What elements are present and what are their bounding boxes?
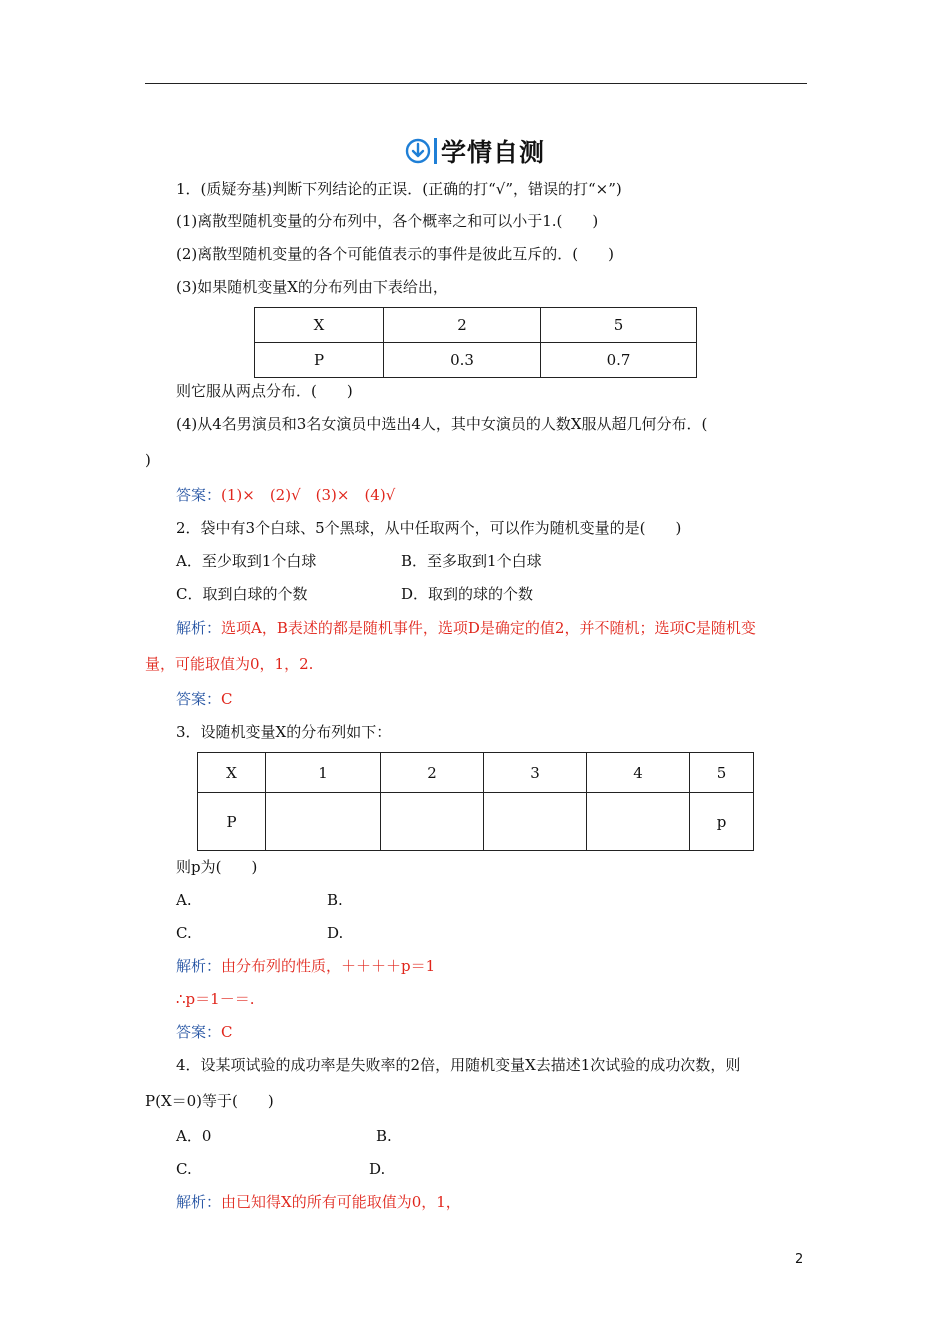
table-cell: X [198, 753, 266, 793]
q2-answer [176, 688, 233, 710]
analysis-text: 由分布列的性质，＋＋＋＋p＝1 [221, 957, 436, 975]
q3-option-a: A. [176, 891, 192, 909]
table-cell [266, 793, 381, 851]
table-cell: 0.3 [384, 343, 541, 378]
q2-analysis [176, 617, 756, 639]
table-cell: 5 [690, 753, 754, 793]
analysis-text: 选项A，B表述的都是随机事件，选项D是确定的值2，并不随机；选项C是随机变 [221, 619, 756, 637]
section-title: 学情自测 [441, 138, 546, 167]
q2-option-a: A．至少取到1个白球 [176, 552, 317, 570]
q3-question: 则p为( ) [176, 858, 258, 876]
table-cell: 3 [484, 753, 587, 793]
q3-option-b: B. [327, 891, 343, 909]
q1-distribution-table [254, 307, 697, 378]
q1-answer [176, 484, 395, 506]
q4-option-c: C. [176, 1160, 192, 1178]
q3-option-c: C. [176, 924, 192, 942]
analysis-label: 解析： [176, 957, 222, 975]
section-heading [405, 134, 545, 168]
heading-divider [434, 138, 437, 164]
q1-statement-3: (3)如果随机变量X的分布列由下表给出， [176, 278, 448, 296]
q3-analysis [176, 955, 435, 977]
table-cell: 2 [384, 308, 541, 343]
table-cell [587, 793, 690, 851]
table-cell: X [255, 308, 384, 343]
q4-option-d: D. [369, 1160, 386, 1178]
answer-text: C [221, 1023, 233, 1041]
table-cell [484, 793, 587, 851]
q2-option-d: D．取到的球的个数 [401, 585, 534, 603]
q1-statement-2: (2)离散型随机变量的各个可能值表示的事件是彼此互斥的．( ) [176, 245, 614, 263]
q1-statement-1: (1)离散型随机变量的分布列中，各个概率之和可以小于1.( ) [176, 212, 599, 230]
q1-stem: 1．(质疑夯基)判断下列结论的正误．(正确的打“√”，错误的打“×”) [176, 180, 622, 198]
q3-distribution-table [197, 752, 754, 851]
q4-stem-cont: P(X＝0)等于( ) [145, 1092, 274, 1110]
answer-label: 答案： [176, 1023, 222, 1041]
q2-analysis-cont: 量，可能取值为0，1，2. [145, 655, 314, 673]
q2-option-c: C．取到白球的个数 [176, 585, 308, 603]
q1-statement-3-cont: 则它服从两点分布．( ) [176, 382, 353, 400]
answer-label: 答案： [176, 486, 222, 504]
circle-down-arrow-icon [405, 138, 431, 164]
table-cell [381, 793, 484, 851]
table-cell: P [255, 343, 384, 378]
q3-stem: 3．设随机变量X的分布列如下： [176, 723, 392, 741]
table-cell: P [198, 793, 266, 851]
table-cell: 2 [381, 753, 484, 793]
answer-text: C [221, 690, 233, 708]
q1-statement-4: (4)从4名男演员和3名女演员中选出4人，其中女演员的人数X服从超几何分布．( [176, 415, 708, 433]
table-cell: 1 [266, 753, 381, 793]
q2-stem: 2．袋中有3个白球、5个黑球，从中任取两个，可以作为随机变量的是( ) [176, 519, 682, 537]
header-rule [145, 83, 807, 84]
answer-text: (1)× (2)√ (3)× (4)√ [221, 486, 396, 504]
table-cell: p [690, 793, 754, 851]
answer-label: 答案： [176, 690, 222, 708]
analysis-label: 解析： [176, 1193, 222, 1211]
analysis-label: 解析： [176, 619, 222, 637]
q4-option-b: B. [376, 1127, 392, 1145]
q2-option-b: B．至多取到1个白球 [401, 552, 542, 570]
q4-stem: 4．设某项试验的成功率是失败率的2倍，用随机变量X去描述1次试验的成功次数，则 [176, 1056, 741, 1074]
q3-analysis-cont: ∴p＝1－＝. [176, 990, 255, 1008]
q4-analysis [176, 1191, 461, 1213]
analysis-text: 由已知得X的所有可能取值为0，1， [221, 1193, 461, 1211]
page-number: 2 [795, 1252, 804, 1267]
q1-statement-4-cont: ) [145, 451, 151, 469]
q3-option-d: D. [327, 924, 344, 942]
q3-answer [176, 1021, 233, 1043]
q4-option-a: A．0 [176, 1127, 212, 1145]
table-cell: 0.7 [541, 343, 697, 378]
table-cell: 5 [541, 308, 697, 343]
table-cell: 4 [587, 753, 690, 793]
